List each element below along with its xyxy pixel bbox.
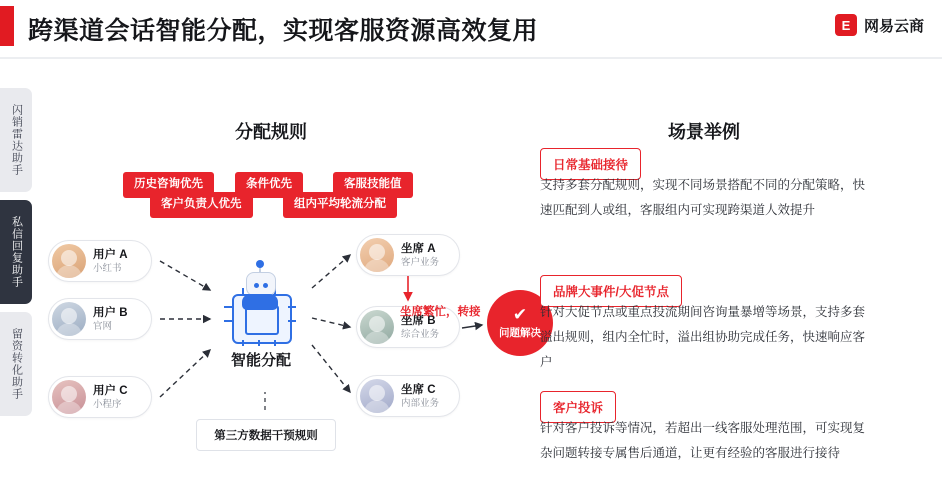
agent-a-role: 客户业务 [401, 256, 440, 268]
user-c-name: 用户 C [93, 384, 128, 397]
user-b-channel: 官网 [93, 320, 113, 332]
left-panel-title: 分配规则 [235, 122, 307, 142]
robot-icon [236, 268, 284, 312]
case-tag-daily: 日常基础接待 [540, 148, 641, 180]
transfer-label: 坐席繁忙，转接 [400, 306, 481, 318]
side-tab-radar[interactable] [0, 88, 32, 192]
brand-logo-icon: E [835, 14, 857, 36]
solved-label: 问题解决 [499, 327, 541, 339]
avatar-user-c [52, 380, 86, 414]
third-party-rule-box: 第三方数据干预规则 [196, 419, 336, 451]
user-a-channel: 小红书 [93, 262, 122, 274]
agent-c-role: 内部业务 [401, 397, 440, 409]
user-card-c[interactable] [48, 376, 152, 418]
avatar-user-a [52, 244, 86, 278]
avatar-agent-a [360, 238, 394, 272]
rule-pill-roundrobin[interactable]: 组内平均轮流分配 [283, 192, 397, 218]
case-text-promotion: 针对大促节点或重点投流期间咨询量暴增等场景，支持多套溢出规则，组内全忙时，溢出组协助完成任务，快速响应客户 [540, 305, 866, 369]
agent-c-name: 坐席 C [401, 383, 436, 396]
rule-pill-skill[interactable]: 客服技能值 [333, 172, 413, 198]
case-text-daily: 支持多套分配规则，实现不同场景搭配不同的分配策略，快速匹配到人或组，客服组内可实现跨渠道人效提升 [540, 178, 866, 217]
check-icon: ✔ [512, 305, 528, 324]
header-divider [0, 57, 942, 59]
rule-pill-condition[interactable]: 条件优先 [235, 172, 303, 198]
user-card-b[interactable] [48, 298, 152, 340]
brand-name: 网易云商 [863, 17, 924, 35]
case-tag-promotion: 品牌大事件/大促节点 [540, 275, 682, 307]
user-b-name: 用户 B [93, 306, 128, 319]
agent-card-a[interactable] [356, 234, 460, 276]
side-tab-message[interactable] [0, 200, 32, 304]
side-tab-radar-label: 闪销雷达助手 [10, 104, 23, 176]
side-tab-message-label: 私信回复助手 [10, 216, 23, 288]
agent-b-name: 坐席 B [401, 314, 436, 327]
side-tab-list [0, 88, 32, 424]
page-header [0, 0, 942, 55]
case-tag-complaint: 客户投诉 [540, 391, 616, 423]
header-accent-bar [0, 6, 14, 46]
rule-pill-history[interactable]: 历史咨询优先 [123, 172, 214, 198]
page-title: 跨渠道会话智能分配，实现客服资源高效复用 [28, 17, 539, 45]
right-panel-title: 场景举例 [668, 122, 740, 142]
user-c-channel: 小程序 [93, 398, 122, 410]
avatar-user-b [52, 302, 86, 336]
agent-a-name: 坐席 A [401, 242, 436, 255]
side-tab-leads-label: 留资转化助手 [10, 328, 23, 400]
avatar-agent-b [360, 310, 394, 344]
user-a-name: 用户 A [93, 248, 128, 261]
case-text-complaint: 针对客户投诉等情况，若超出一线客服处理范围，可实现复杂问题转接专属售后通道，让更有经验的客服进行接待 [540, 421, 866, 460]
user-card-a[interactable] [48, 240, 152, 282]
center-label: 智能分配 [230, 352, 291, 369]
agent-b-role: 综合业务 [401, 328, 440, 340]
avatar-agent-c [360, 379, 394, 413]
rule-pill-owner[interactable]: 客户负责人优先 [150, 192, 253, 218]
side-tab-leads[interactable] [0, 312, 32, 416]
agent-card-c[interactable] [356, 375, 460, 417]
brand [835, 14, 924, 36]
